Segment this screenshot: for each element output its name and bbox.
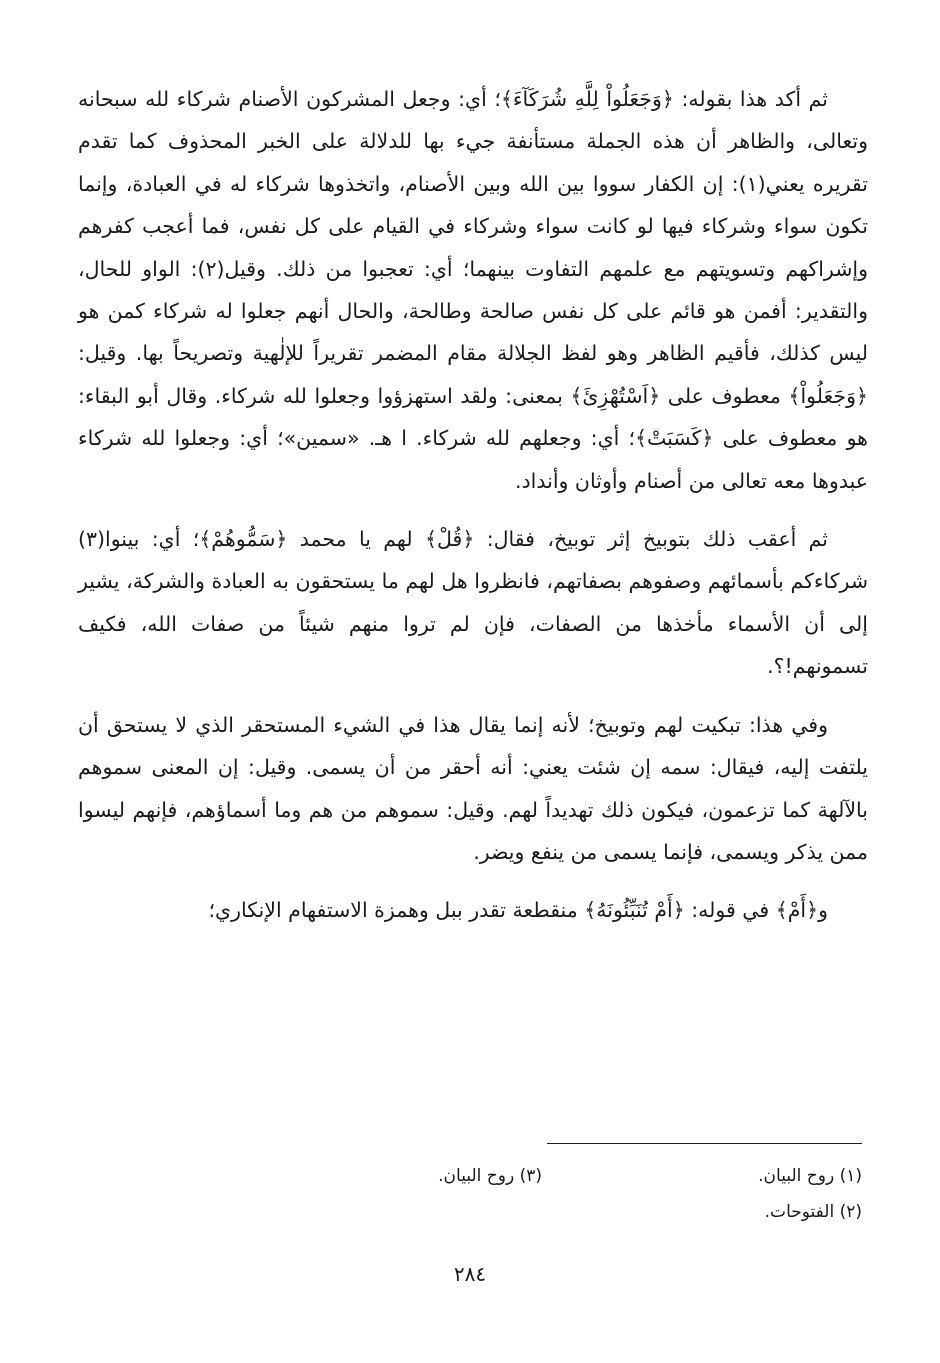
footnote-row xyxy=(72,1158,862,1194)
footnote-2 xyxy=(542,1194,862,1230)
paragraph-3: وفي هذا: تبكيت لهم وتوبيخ؛ لأنه إنما يقال هذا في الشيء المستحقر الذي لا يستحق أن يلتفت إليه، فيقال: سمه إن شئت يعني: أنه أحقر من أن يسمى. وقيل: إن المعنى سموهم بالآلهة كما تزعمون، فيكون ذلك تهديداً لهم. وقيل: سموهم من هم وما أسماؤهم، فإنهم ليسوا ممن يذكر ويسمى، فإنما يسمى من ينفع ويضر. xyxy=(78,712,868,864)
footnote-text: روح البيان. xyxy=(758,1166,835,1186)
footnote-3 xyxy=(222,1158,542,1194)
footnotes xyxy=(72,1158,862,1230)
footnote-row xyxy=(72,1194,862,1230)
page-number: ٢٨٤ xyxy=(453,1262,487,1286)
footnote-number: (٢) xyxy=(839,1202,862,1222)
footnote-1 xyxy=(542,1158,862,1194)
footnote-text: الفتوحات. xyxy=(764,1202,835,1222)
main-text xyxy=(78,78,868,932)
footnote-separator xyxy=(547,1143,862,1144)
paragraph-2: ثم أعقب ذلك بتوبيخ إثر توبيخ، فقال: ﴿قُلْ﴾ لهم يا محمد ﴿سَمُّوهُمْ﴾؛ أي: بينوا(٣) شركاءكم بأسمائهم وصفوهم بصفاتهم، فانظروا هل لهم ما يستحقون به العبادة والشركة، يشير إلى أن الأسماء مأخذها من الصفات، فإن لم تروا منهم شيئاً من صفات الله، فكيف تسمونهم!؟. xyxy=(78,527,868,679)
paragraph-4: و﴿أَمْ﴾ في قوله: ﴿أَمْ تُنَبِّئُونَهُ﴾ منقطعة تقدر ببل وهمزة الاستفهام الإنكاري؛ xyxy=(208,898,828,923)
footnote-number: (١) xyxy=(839,1166,862,1186)
footnote-number: (٣) xyxy=(519,1166,542,1186)
footnote-text: روح البيان. xyxy=(438,1166,515,1186)
paragraph-1: ثم أكد هذا بقوله: ﴿وَجَعَلُواْ لِلَّهِ شُرَكَآءَ﴾؛ أي: وجعل المشركون الأصنام شركاء لله سبحانه وتعالى، والظاهر أن هذه الجملة مستأنفة جيء بها للدلالة على الخبر المحذوف كما تقدم تقريره يعني(١): إن الكفار سووا بين الله وبين الأصنام، واتخذوها شركاء له في العبادة، وإنما تكون سواء وشركاء فيها لو كانت سواء وشركاء في القيام على كل نفس، فما أعجب كفرهم وإشراكهم وتسويتهم مع علمهم التفاوت بينهما؛ أي: تعجبوا من ذلك. وقيل(٢): الواو للحال، والتقدير: أفمن هو قائم على كل نفس صالحة وطالحة، والحال أنهم جعلوا له شركاء كمن هو ليس كذلك، فأقيم الظاهر وهو لفظ الجلالة مقام المضمر تقريراً للإلٰهية وتصريحاً بها. وقيل: ﴿وَجَعَلُواْ﴾ معطوف على ﴿اَسْتُهْزِئَ﴾ بمعنى: ولقد استهزؤوا وجعلوا لله شركاء. وقال أبو البقاء: هو معطوف على ﴿كَسَبَتْ﴾؛ أي: وجعلهم لله شركاء. ا هـ. «سمين»؛ أي: وجعلوا لله شركاء عبدوها معه تعالى من أصنام وأوثان وأنداد. xyxy=(78,87,869,493)
